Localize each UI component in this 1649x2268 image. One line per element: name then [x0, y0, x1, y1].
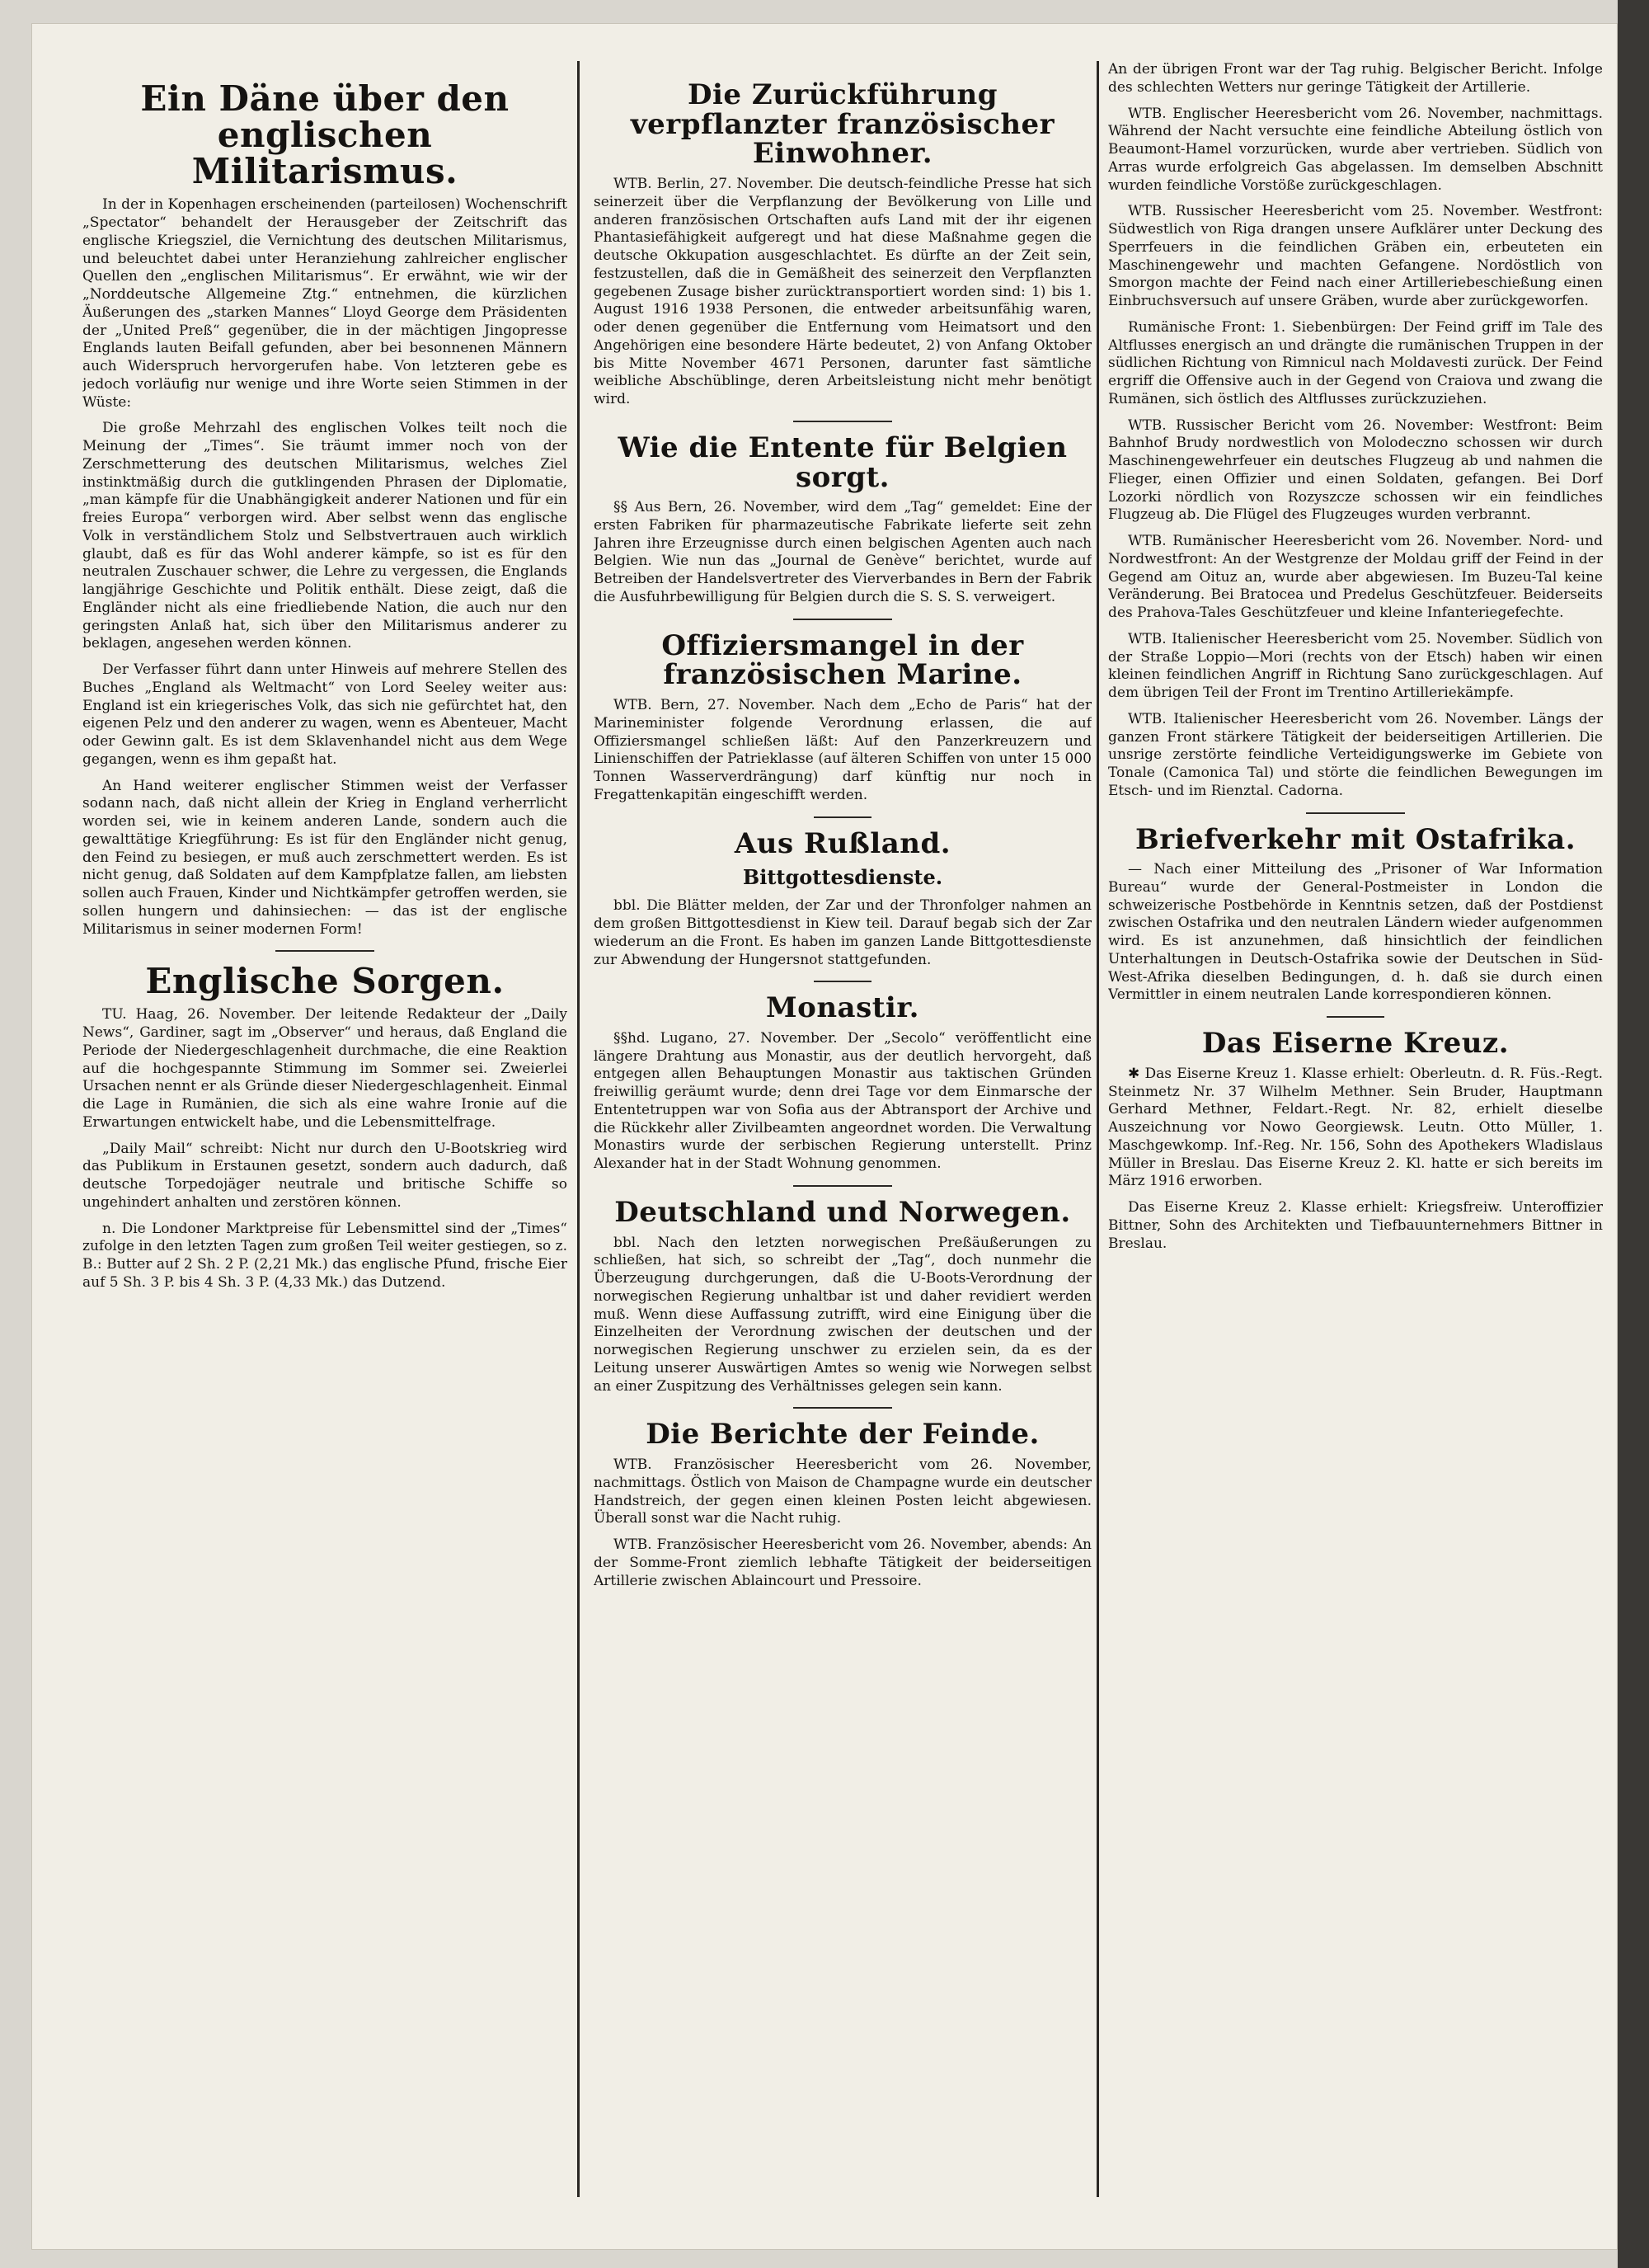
headline: Das Eiserne Kreuz. — [1201, 1027, 1510, 1061]
paragraph: Die große Mehrzahl des englischen Volkes teilt noch die Meinung der „Times“. Sie träumt immer noch von der Zerschmetterung des deutschen Militarismus, welches Ziel instinktmäßig durch die gutklingenden Phrasen der Diplomatie, „man kämpfe für die Unabhängigkeit anderer Nationen und für ein freies Europa“ verborgen wird. Aber selbst wenn das englische Volk in verständlichem Stolz und Selbstvertrauen auch wirklich glaubt, daß es für das Wohl anderer kämpfe, so ist es für den neutralen Zuschauer schwer, die Lehre zu vergessen, die Englands langjährige Geschichte und Politik enthält. Diese zeigt, daß die Engländer nicht als eine friedliebende Nation, die auch nur den geringsten Anlaß hat, sich über den Militarismus anderer zu beklagen, angesehen werden können. — [82, 420, 567, 652]
headline: Englische Sorgen. — [145, 961, 505, 1002]
paragraph: WTB. Englischer Heeresbericht vom 26. November, nachmittags. Während der Nacht versuchte eine feindliche Abteilung östlich von Beaumont-Hamel vorzurücken, wurde aber vertrieben. Südlich von Arras wurde erfolgreich Gas abgelassen. Im demselben Abschnitt wurden feindliche Vorstöße zurückgeschlagen. — [1108, 105, 1603, 194]
paragraph: WTB. Berlin, 27. November. Die deutsch-feindliche Presse hat sich seinerzeit über die Verpflanzung der Bevölkerung von Lille und anderen französischen Ortschaften aufs Land mit der ihr eigenen Phantasiefähigkeit aufgeregt und hat diese Maßnahme gegen die deutsche Okkupation ausgeschlachtet. Es dürfte an der Zeit sein, festzustellen, daß die in Gemäßheit des seinerzeit den Verpflanzten gegebenen Zusage bisher zurücktransportiert worden sind: 1) bis 1. August 1916 1938 Personen, die entweder arbeitsunfähig waren, oder denen gegenüber die Entfernung vom Heimatsort und den Angehörigen eine besondere Härte bedeutet, 2) von Anfang Oktober bis Mitte November 4671 Personen, darunter fast sämtliche weibliche Abschüblinge, deren Arbeitsleistung nicht mehr benötigt wird. — [594, 176, 1092, 408]
paragraph: WTB. Bern, 27. November. Nach dem „Echo de Paris“ hat der Marineminister folgende Verordnung erlassen, die auf Offiziersmangel schließen läßt: Auf den Panzerkreuzern und Linienschiffen der Patrieklasse (auf älteren Schiffen von unter 15 000 Tonnen Wasserverdrängung) darf künftig nur noch in Fregattenkapitän eingeschifft werden. — [594, 697, 1092, 803]
paragraph: WTB. Italienischer Heeresbericht vom 25. November. Südlich von der Straße Loppio—Mori (rechts von der Etsch) haben wir einen kleinen feindlichen Angriff in Richtung Sano zurückgeschlagen. Auf dem übrigen Teil der Front im Trentino Artilleriekämpfe. — [1108, 630, 1603, 701]
divider — [793, 1407, 892, 1409]
paragraph: — Nach einer Mitteilung des „Prisoner of War Information Bureau“ wurde der General-Postmeister in London die schweizerische Postbehörde in Kenntnis setzen, daß der Postdienst zwischen Ostafrika und den neutralen Ländern wieder aufgenommen wird. Es ist anzunehmen, daß hinsichtlich der feindlichen Unterhaltungen in Deutsch-Ostafrika sowie der Deutschen in Süd-West-Afrika dieselben Bedingungen, d. h. daß sie durch einen Vermittler in einem neutralen Lande korrespondieren können. — [1108, 861, 1603, 1004]
paragraph: §§ Aus Bern, 26. November, wird dem „Tag“ gemeldet: Eine der ersten Fabriken für pharmazeutische Fabrikate lieferte seit zehn Jahren ihre Erzeugnisse durch einen belgischen Agenten auch nach Belgien. Wie nun das „Journal de Genève“ berichtet, wurde auf Betreiben der Handelsvertreter des Vierverbandes in Bern der Fabrik die Ausfuhrbewilligung für Belgien durch die S. S. S. verweigert. — [594, 499, 1092, 605]
paragraph: Rumänische Front: 1. Siebenbürgen: Der Feind griff im Tale des Altflusses energisch an und drängte die rumänischen Truppen in der südlichen Richtung von Rimnicul nach Moldavesti zurück. Der Feind ergriff die Offensive auch in der Gegend von Craiova und zwang die Rumänen, sich östlich des Altflusses zurückzuziehen. — [1108, 318, 1603, 407]
divider — [275, 950, 374, 952]
paragraph: WTB. Italienischer Heeresbericht vom 26. November. Längs der ganzen Front stärkere Tätigkeit der beiderseitigen Artillerien. Die unsrige zerstörte feindliche Verteidigungswerke im Gebiete von Tonale (Camonica Tal) und störte die feindlichen Bewegungen im Etsch- und im Rienztal. Cadorna. — [1108, 710, 1603, 799]
paragraph: „Daily Mail“ schreibt: Nicht nur durch den U-Bootskrieg wird das Publikum in Erstaunen gesetzt, sondern auch dadurch, daß deutsche Torpedojäger neutrale und britische Schiffe so ungehindert anhalten und zerstören können. — [82, 1140, 567, 1211]
headline: Wie die Entente für Belgien sorgt. — [618, 431, 1068, 494]
paragraph: WTB. Rumänischer Heeresbericht vom 26. November. Nord- und Nordwestfront: An der Westgrenze der Moldau griff der Feind in der Gegend am Oituz an, wurde aber abgewiesen. Im Buzeu-Tal keine Veränderung. Bei Bratocea und Predelus Geschützfeuer. Beiderseits des Prahova-Tales Geschützfeuer und kleine Infanteriegefechte. — [1108, 533, 1603, 621]
paragraph: An der übrigen Front war der Tag ruhig. Belgischer Bericht. Infolge des schlechten Wetters nur geringe Tätigkeit der Artillerie. — [1108, 61, 1603, 96]
paragraph: An Hand weiterer englischer Stimmen weist der Verfasser sodann nach, daß nicht allein der Krieg in England verherrlicht worden sei, wie in keinem anderen Lande, sondern auch die gewalttätige Kriegführung: Es ist für den Engländer nicht genug, den Feind zu besiegen, er muß auch zerschmettert werden. Es ist nicht genug, daß Soldaten auf dem Kampfplatze fallen, am liebsten sollen auch Frauen, Kinder und Nichtkämpfer getroffen werden, sie sollen hungern und dahinsiechen: — das ist der englische Militarismus in seiner modernen Form! — [82, 777, 567, 938]
paragraph: WTB. Französischer Heeresbericht vom 26. November, abends: An der Somme-Front ziemlich lebhafte Tätigkeit der beiderseitigen Artillerie zwischen Ablaincourt und Pressoire. — [594, 1536, 1092, 1589]
column-rule — [577, 61, 580, 2197]
divider — [793, 1185, 892, 1187]
paragraph: WTB. Französischer Heeresbericht vom 26. November, nachmittags. Östlich von Maison de Champagne wurde ein deutscher Handstreich, der gegen einen kleinen Posten leicht abgewiesen. Überall sonst war die Nacht ruhig. — [594, 1456, 1092, 1527]
paragraph: WTB. Russischer Bericht vom 26. November: Westfront: Beim Bahnhof Brudy nordwestlich von Molodeczno schossen wir durch Maschinengewehrfeuer ein deutsches Flugzeug ab und nahmen die Flieger, einen Offizier und einen Soldaten, gefangen. Bei Dorf Lozorki nördlich von Rozyszcze schossen wir ein feindliches Flugzeug ab. Die Flügel des Flugzeuges wurden verbrannt. — [1108, 416, 1603, 524]
paragraph: bbl. Nach den letzten norwegischen Preßäußerungen zu schließen, hat sich, so schreibt der „Tag“, doch nunmehr die Überzeugung durchgerungen, daß die U-Boots-Verordnung der norwegischen Regierung unhaltbar ist und daher revidiert werden muß. Wenn diese Auffassung zutrifft, wird eine Einigung über die Einzelheiten der Verordnung zwischen der deutschen und der norwegischen Regierung unschwer zu erzielen sein, da es der Leitung unserer Auswärtigen Amtes so wenig wie Norwegen selbst an einer Zuspitzung des Verhältnisses gelegen sein kann. — [594, 1234, 1092, 1395]
paragraph: ✱ Das Eiserne Kreuz 1. Klasse erhielt: Oberleutn. d. R. Füs.-Regt. Steinmetz Nr. 37 Wilhelm Methner. Sein Bruder, Hauptmann Gerhard Methner, Feldart.-Regt. Nr. 82, erhielt dieselbe Auszeichnung vor Nowo Georgiewsk. Leutn. Otto Müller, 1. Maschgewkomp. Inf.-Reg. Nr. 156, Sohn des Apothekers Wladislaus Müller in Breslau. Das Eiserne Kreuz 2. Kl. hatte er sich bereits im März 1916 erworben. — [1108, 1065, 1603, 1190]
column-rule — [1097, 61, 1099, 2197]
headline: Die Berichte der Feinde. — [646, 1418, 1040, 1452]
divider — [814, 981, 871, 982]
headline: Aus Rußland. — [734, 826, 951, 860]
column-3 — [1108, 61, 1603, 2189]
divider — [793, 421, 892, 422]
subheadline: Bittgottesdienste. — [742, 865, 943, 890]
divider — [1327, 1016, 1384, 1018]
headline: Monastir. — [766, 991, 919, 1025]
column-2 — [594, 74, 1092, 2186]
newspaper-page — [31, 23, 1618, 2250]
paragraph: TU. Haag, 26. November. Der leitende Redakteur der „Daily News“, Gardiner, sagt im „Observer“ und heraus, daß England die Periode der Niedergeschlagenheit durchmache, die eine Reaktion auf die hochgespannte Stimmung im Sommer sei. Zweierlei Ursachen nennt er als Gründe dieser Niedergeschlagenheit. Einmal die Lage in Rumänien, die sich als eine wahre Ironie auf die Erwartungen entwickelt habe, und die Lebensmittelfrage. — [82, 1006, 567, 1131]
divider — [814, 816, 871, 818]
paragraph: Das Eiserne Kreuz 2. Klasse erhielt: Kriegsfreiw. Unteroffizier Bittner, Sohn des Architekten und Tiefbauunternehmers Bittner in Breslau. — [1108, 1199, 1603, 1252]
paragraph: bbl. Die Blätter melden, der Zar und der Thronfolger nahmen an dem großen Bittgottesdienst in Kiew teil. Darauf begab sich der Zar wiederum an die Front. Es haben im ganzen Lande Bittgottesdienste zur Abwendung der Hungersnot stattgefunden. — [594, 897, 1092, 968]
column-1 — [82, 74, 567, 2186]
headline: Briefverkehr mit Ostafrika. — [1135, 822, 1576, 856]
headline: Ein Däne über den englischen Militarismus. — [140, 78, 510, 192]
paragraph: Der Verfasser führt dann unter Hinweis auf mehrere Stellen des Buches „England als Weltmacht“ von Lord Seeley weiter aus: England ist ein kriegerisches Volk, das sich nie gefürchtet hat, den eigenen Pelz und den anderer zu wagen, wenn es Abenteuer, Macht oder Gewinn galt. Es ist dem Sklavenhandel nicht aus dem Wege gegangen, wenn es ihm gepaßt hat. — [82, 661, 567, 768]
paragraph: §§hd. Lugano, 27. November. Der „Secolo“ veröffentlicht eine längere Drahtung aus Monastir, aus der deutlich hervorgeht, daß entgegen allen Behauptungen Monastir aus taktischen Gründen freiwillig geräumt wurde; denn drei Tage vor dem Einmarsche der Ententetruppen war von Sofia aus der Abtransport der Archive und die Rückkehr aller Zivilbeamten angeordnet worden. Die Verwaltung Monastirs wurde der serbischen Regierung unterstellt. Prinz Alexander hat in der Stadt Wohnung genommen. — [594, 1029, 1092, 1173]
divider — [793, 619, 892, 620]
paragraph: In der in Kopenhagen erscheinenden (parteilosen) Wochenschrift „Spectator“ behandelt der Herausgeber der Zeitschrift das englische Kriegsziel, die Vernichtung des deutschen Militarismus, und beleuchtet dabei unter Heranziehung zahlreicher englischer Quellen den „englischen Militarismus“. Er erwähnt, wie wir der „Norddeutsche Allgemeine Ztg.“ entnehmen, die kürzlichen Äußerungen des „starken Mannes“ Lloyd George dem Präsidenten der „United Preß“ gegenüber, die in der mächtigen Jingopresse Englands lauten Beifall gefunden, aber bei besonnenen Männern auch Widerspruch hervorgerufen habe. Von letzteren gebe es jedoch vorläufig nur wenige und ihre Worte seien Stimmen in der Wüste: — [82, 196, 567, 411]
divider — [1306, 812, 1405, 814]
headline: Die Zurückführung verpflanzter französischer Einwohner. — [630, 78, 1055, 171]
headline: Deutschland und Norwegen. — [614, 1195, 1071, 1229]
paragraph: n. Die Londoner Marktpreise für Lebensmittel sind der „Times“ zufolge in den letzten Tagen zum großen Teil weiter gestiegen, so z. B.: Butter auf 2 Sh. 2 P. (2,21 Mk.) das englische Pfund, frische Eier auf 5 Sh. 3 P. bis 4 Sh. 3 P. (4,33 Mk.) das Dutzend. — [82, 1220, 567, 1291]
headline: Offiziersmangel in der französischen Marine. — [661, 628, 1024, 692]
page-edge — [1618, 0, 1649, 2268]
paragraph: WTB. Russischer Heeresbericht vom 25. November. Westfront: Südwestlich von Riga drangen unsere Aufklärer unter Deckung des Sperrfeuers in die feindlichen Gräben ein, erbeuteten ein Maschinengewehr und machten Gefangene. Nordöstlich von Smorgon machte der Feind nach einer Artilleriebeschießung einen Einbruchsversuch auf unsere Gräben, wurde aber zurückgeworfen. — [1108, 203, 1603, 309]
